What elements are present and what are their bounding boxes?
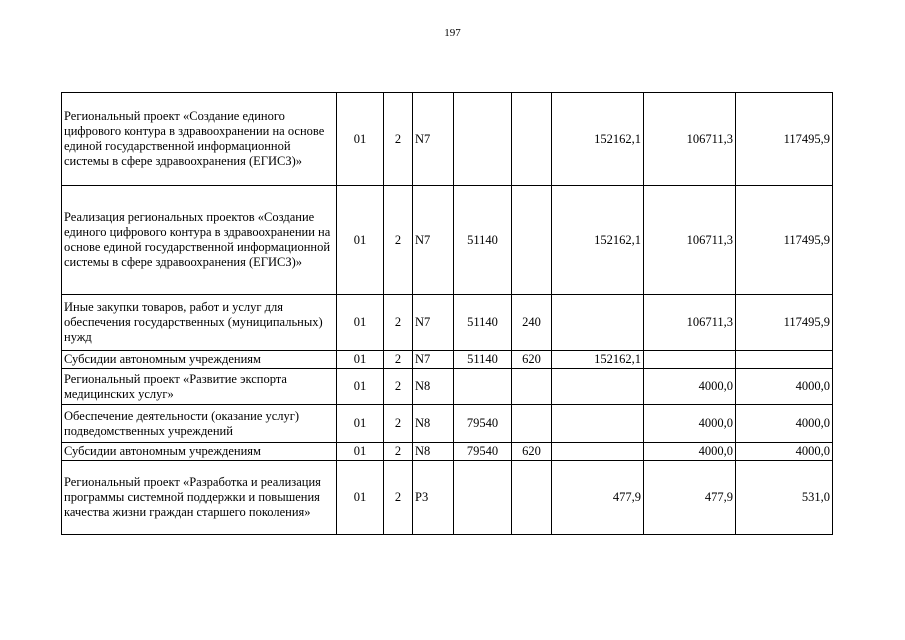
cell-amount-1 [552,405,644,443]
table-row [62,405,833,443]
cell-subsection: 2 [384,369,413,405]
row-name: Субсидии автономным учреждениям [62,443,337,461]
cell-subsection: 2 [384,186,413,295]
cell-subsection: 2 [384,405,413,443]
cell-amount-3: 117495,9 [736,186,833,295]
table-row [62,369,833,405]
cell-amount-3: 531,0 [736,461,833,535]
cell-expense-type: 620 [512,351,552,369]
cell-project-code: N8 [413,443,454,461]
cell-amount-1: 152162,1 [552,186,644,295]
cell-subsection: 2 [384,443,413,461]
cell-section: 01 [337,186,384,295]
cell-amount-2: 477,9 [644,461,736,535]
row-name: Обеспечение деятельности (оказание услуг) подведомственных учреждений [62,405,337,443]
cell-expense-type [512,461,552,535]
cell-subsection: 2 [384,295,413,351]
cell-amount-2 [644,351,736,369]
cell-expense-type: 620 [512,443,552,461]
cell-project-code: N8 [413,369,454,405]
cell-amount-3: 117495,9 [736,295,833,351]
cell-subsection: 2 [384,461,413,535]
table-row [62,186,833,295]
cell-expense-type [512,93,552,186]
cell-section: 01 [337,369,384,405]
cell-project-code: N7 [413,351,454,369]
budget-table [61,92,833,535]
cell-amount-3: 4000,0 [736,443,833,461]
cell-project-code: P3 [413,461,454,535]
cell-project-code: N7 [413,93,454,186]
cell-amount-1 [552,295,644,351]
table-row [62,461,833,535]
cell-target-code: 79540 [454,405,512,443]
cell-expense-type [512,186,552,295]
page-number: 197 [444,27,461,39]
row-name: Региональный проект «Развитие экспорта медицинских услуг» [62,369,337,405]
cell-expense-type [512,369,552,405]
cell-amount-1: 152162,1 [552,93,644,186]
cell-amount-3: 4000,0 [736,369,833,405]
cell-project-code: N8 [413,405,454,443]
cell-subsection: 2 [384,351,413,369]
cell-section: 01 [337,405,384,443]
cell-section: 01 [337,93,384,186]
cell-target-code: 51140 [454,295,512,351]
cell-target-code [454,93,512,186]
cell-amount-2: 4000,0 [644,369,736,405]
cell-subsection: 2 [384,93,413,186]
table-row [62,443,833,461]
cell-target-code: 79540 [454,443,512,461]
cell-amount-2: 106711,3 [644,93,736,186]
cell-amount-2: 106711,3 [644,295,736,351]
cell-amount-1 [552,443,644,461]
table-row [62,93,833,186]
cell-project-code: N7 [413,295,454,351]
cell-target-code [454,461,512,535]
cell-amount-1 [552,369,644,405]
row-name: Региональный проект «Разработка и реализация программы системной поддержки и повышения качества жизни граждан старшего поколения» [62,461,337,535]
cell-amount-1: 477,9 [552,461,644,535]
cell-amount-3 [736,351,833,369]
cell-section: 01 [337,295,384,351]
cell-amount-2: 4000,0 [644,443,736,461]
cell-target-code: 51140 [454,351,512,369]
cell-project-code: N7 [413,186,454,295]
cell-target-code: 51140 [454,186,512,295]
cell-amount-1: 152162,1 [552,351,644,369]
row-name: Реализация региональных проектов «Создание единого цифрового контура в здравоохранении на основе единой государственной информационной системы в сфере здравоохранения (ЕГИСЗ)» [62,186,337,295]
row-name: Иные закупки товаров, работ и услуг для обеспечения государственных (муниципальных) нужд [62,295,337,351]
cell-amount-3: 117495,9 [736,93,833,186]
table-row [62,295,833,351]
cell-section: 01 [337,461,384,535]
cell-section: 01 [337,351,384,369]
row-name: Региональный проект «Создание единого цифрового контура в здравоохранении на основе единой государственной информационной системы в сфере здравоохранения (ЕГИСЗ)» [62,93,337,186]
cell-amount-2: 106711,3 [644,186,736,295]
cell-target-code [454,369,512,405]
cell-amount-3: 4000,0 [736,405,833,443]
cell-expense-type [512,405,552,443]
cell-amount-2: 4000,0 [644,405,736,443]
cell-section: 01 [337,443,384,461]
cell-expense-type: 240 [512,295,552,351]
row-name: Субсидии автономным учреждениям [62,351,337,369]
table-row [62,351,833,369]
